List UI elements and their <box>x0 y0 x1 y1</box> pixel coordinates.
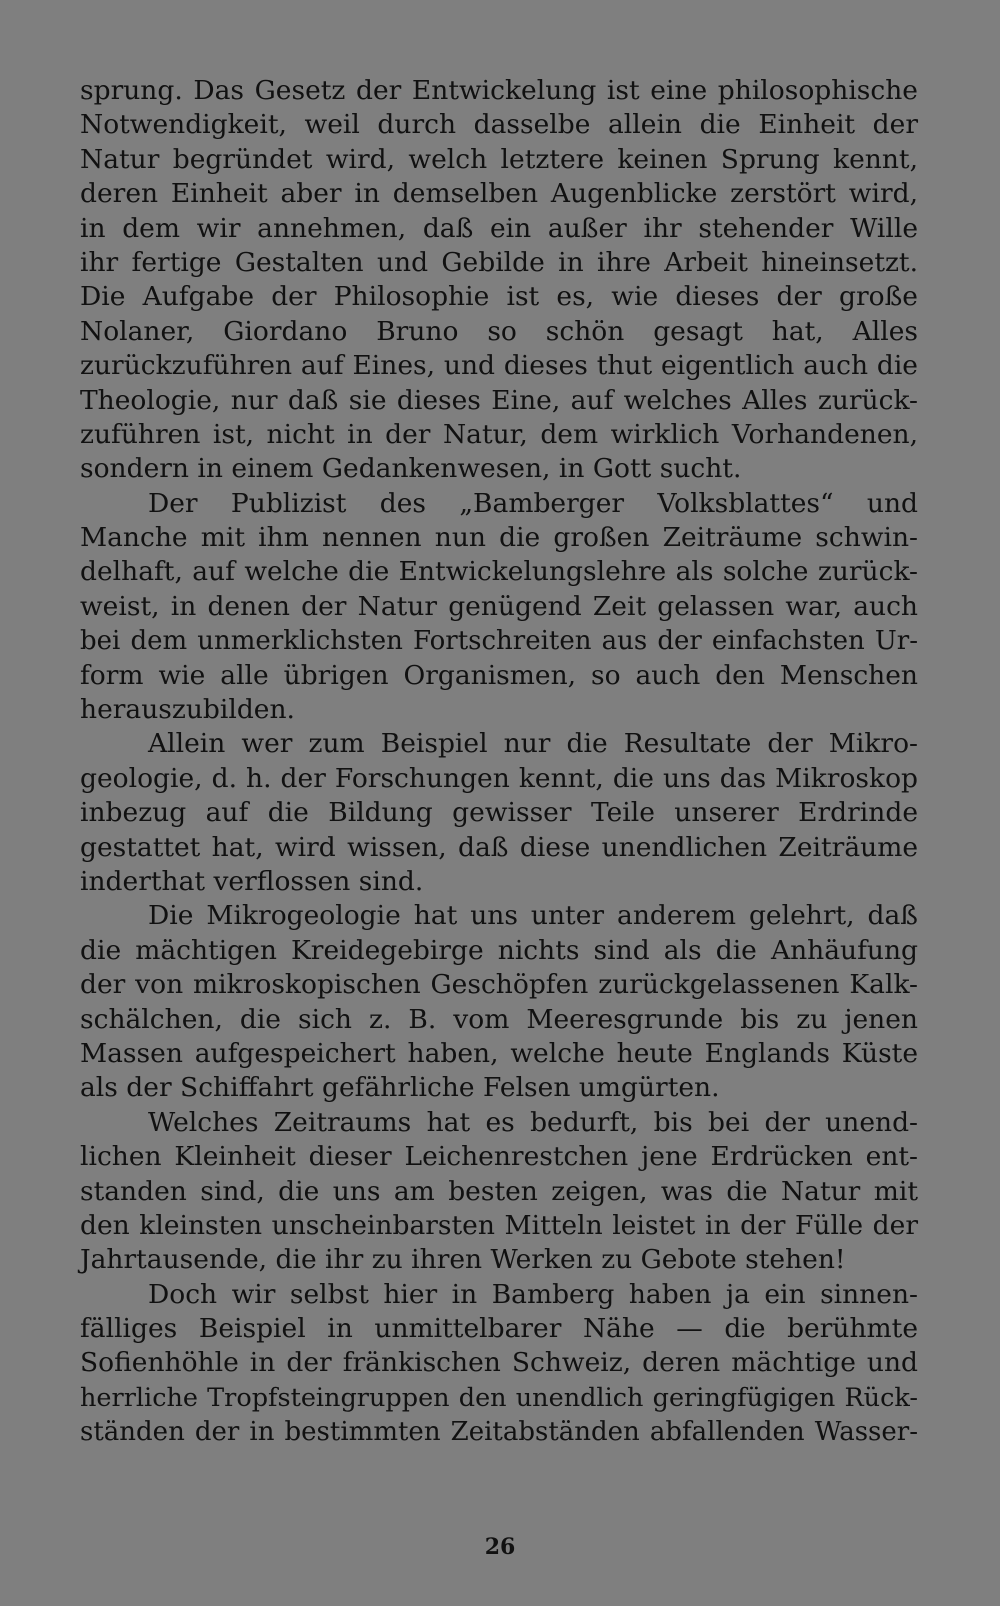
text-line: ihr fertige Gestalten und Gebilde in ihre Arbeit hineinsetzt. <box>80 246 918 278</box>
text-line: Welches Zeitraums hat es bedurft, bis bei der unend- <box>148 1106 918 1138</box>
text-line: zuführen ist, nicht in der Natur, dem wirklich Vorhandenen, <box>80 418 918 450</box>
paragraph-4 <box>80 899 918 1105</box>
text-line: als der Schiffahrt gefährliche Felsen umgürten. <box>80 1072 720 1104</box>
paragraph-2 <box>80 487 918 728</box>
page-number: 26 <box>484 1534 516 1560</box>
text-line: form wie alle übrigen Organismen, so auch den Menschen <box>80 659 918 691</box>
text-line: gestattet hat, wird wissen, daß diese unendlichen Zeiträume <box>80 831 918 863</box>
text-line: Sofienhöhle in der fränkischen Schweiz, deren mächtige und <box>80 1347 918 1379</box>
text-line: den kleinsten unscheinbarsten Mitteln leistet in der Fülle der <box>80 1209 918 1241</box>
text-line: schälchen, die sich z. B. vom Meeresgrunde bis zu jenen <box>80 1003 918 1035</box>
text-line: inderthat verflossen sind. <box>80 865 424 897</box>
text-line: herrliche Tropfsteingruppen den unendlich geringfügigen Rück- <box>80 1382 918 1413</box>
text-line: Theologie, nur daß sie dieses Eine, auf welches Alles zurück- <box>80 384 918 416</box>
text-line: deren Einheit aber in demselben Augenblicke zerstört wird, <box>80 178 918 210</box>
text-line: Der Publizist des „Bamberger Volksblattes“ und <box>148 487 918 519</box>
text-line: Natur begründet wird, welch letztere keinen Sprung kennt, <box>80 143 918 175</box>
text-line: Doch wir selbst hier in Bamberg haben ja ein sinnen- <box>148 1278 918 1310</box>
text-line: in dem wir annehmen, daß ein außer ihr stehender Wille <box>80 212 918 244</box>
text-line: Manche mit ihm nennen nun die großen Zeiträume schwin- <box>80 522 918 554</box>
text-line: der von mikroskopischen Geschöpfen zurückgelassenen Kalk- <box>80 969 918 1001</box>
paragraph-3 <box>80 727 918 899</box>
paragraph-5 <box>80 1106 918 1278</box>
text-line: Die Aufgabe der Philosophie ist es, wie dieses der große <box>80 281 918 313</box>
paragraph-6 <box>80 1278 918 1450</box>
text-line: Jahrtausende, die ihr zu ihren Werken zu Gebote stehen! <box>80 1244 846 1276</box>
text-line: delhaft, auf welche die Entwickelungslehre als solche zurück- <box>80 556 918 588</box>
text-line: herauszubilden. <box>80 694 295 726</box>
page-text <box>80 74 918 1450</box>
text-line: ständen der in bestimmten Zeitabständen abfallenden Wasser- <box>80 1417 918 1448</box>
text-line: standen sind, die uns am besten zeigen, was die Natur mit <box>80 1175 918 1207</box>
text-line: Massen aufgespeichert haben, welche heute Englands Küste <box>80 1037 918 1069</box>
text-line: weist, in denen der Natur genügend Zeit gelassen war, auch <box>80 590 918 622</box>
text-line: Notwendigkeit, weil durch dasselbe allein die Einheit der <box>80 109 918 141</box>
text-line: geologie, d. h. der Forschungen kennt, die uns das Mikroskop <box>80 762 918 794</box>
text-line: lichen Kleinheit dieser Leichenrestchen jene Erdrücken ent- <box>80 1141 918 1173</box>
paragraph-1 <box>80 74 918 487</box>
text-line: sprung. Das Gesetz der Entwickelung ist eine philosophische <box>80 75 918 106</box>
text-line: sondern in einem Gedankenwesen, in Gott sucht. <box>80 453 742 485</box>
text-line: Allein wer zum Beispiel nur die Resultate der Mikro- <box>148 728 918 760</box>
text-line: zurückzuführen auf Eines, und dieses thut eigentlich auch die <box>80 350 918 382</box>
text-line: Nolaner, Giordano Bruno so schön gesagt hat, Alles <box>80 315 918 347</box>
text-line: inbezug auf die Bildung gewisser Teile unserer Erdrinde <box>80 797 918 829</box>
text-line: Die Mikrogeologie hat uns unter anderem gelehrt, daß <box>148 900 918 932</box>
text-line: fälliges Beispiel in unmittelbarer Nähe — die berühmte <box>80 1313 918 1345</box>
text-line: bei dem unmerklichsten Fortschreiten aus der einfachsten Ur- <box>80 626 918 657</box>
text-line: die mächtigen Kreidegebirge nichts sind als die Anhäufung <box>80 934 918 966</box>
